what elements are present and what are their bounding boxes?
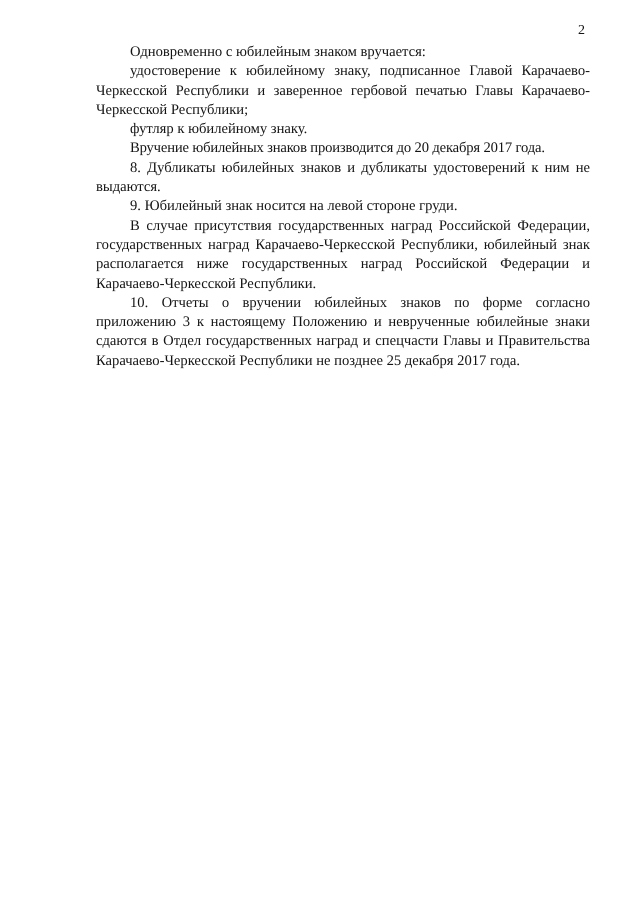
paragraph-award-deadline: Вручение юбилейных знаков производится до 20 декабря 2017 года.	[130, 140, 545, 157]
paragraph-case: футляр к юбилейному знаку.	[130, 121, 308, 138]
paragraph-item-9-wearing: 9. Юбилейный знак носится на левой стороне груди.	[130, 198, 458, 215]
paragraph-award-items-intro: Одновременно с юбилейным знаком вручается:	[130, 44, 426, 60]
paragraph-certificate: удостоверение к юбилейному знаку, подписанное Главой Карачаево-Черкесской Республики и заверенное гербовой печатью Главы Карачаево-Черкесской Республики;	[96, 63, 590, 118]
paragraph-wearing-order: В случае присутствия государственных наград Российской Федерации, государственных наград Карачаево-Черкесской Республики, юбилейный знак располагается ниже государственных наград Российской Федерации и Карачаево-Черкесской Республики.	[96, 217, 590, 292]
paragraph-item-10-reports: 10. Отчеты о вручении юбилейных знаков по форме согласно приложению 3 к настоящему Положению и неврученные юбилейные знаки сдаются в Отдел государственных наград и спецчасти Главы и Правительства Карачаево-Черкесской Республики не позднее 25 декабря 2017 года.	[96, 294, 590, 369]
page-number: 2	[578, 23, 585, 38]
paragraph-item-8-duplicates: 8. Дубликаты юбилейных знаков и дубликаты удостоверений к ним не выдаются.	[96, 159, 590, 196]
document-body	[96, 43, 590, 371]
